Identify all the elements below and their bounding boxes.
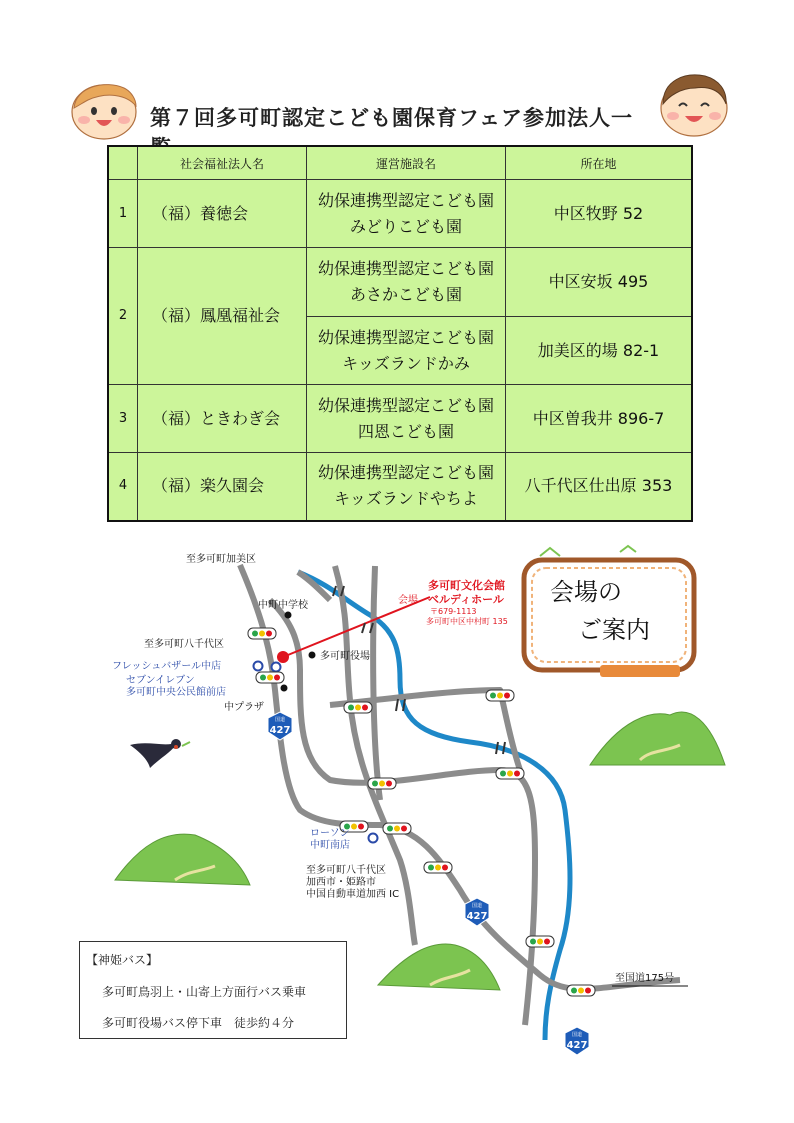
header-address: 所在地 xyxy=(506,146,693,180)
guide-title-1: 会場の xyxy=(550,578,622,606)
corp-name: （福）楽久園会 xyxy=(138,453,307,521)
hill-icon xyxy=(378,944,500,990)
traffic-light-icon xyxy=(567,985,595,996)
svg-text:427: 427 xyxy=(269,725,291,736)
fresh-bazaar-marker-icon xyxy=(254,662,263,671)
traffic-light-icon xyxy=(486,690,514,701)
traffic-light-icon xyxy=(424,862,452,873)
guide-frame xyxy=(524,546,694,677)
town-office-label: 多可町役場 xyxy=(320,651,370,662)
bus-info-box xyxy=(79,941,347,1039)
bridges xyxy=(333,586,505,754)
table-header-row xyxy=(108,146,692,180)
facility-name: 幼保連携型認定こども園 あさかこども園 xyxy=(307,248,506,317)
swallow-icon xyxy=(130,739,190,768)
bus-line-2: 多可町役場バス停下車 徒歩約４分 xyxy=(102,1016,295,1030)
venue-zip: 〒679-1113 xyxy=(430,607,477,616)
fresh-bazaar-label: フレッシュバザール中店 xyxy=(112,661,222,672)
table-row xyxy=(108,453,692,521)
table-row xyxy=(108,385,692,453)
lawson-marker-icon xyxy=(369,834,378,843)
corp-name: （福）鳳凰福祉会 xyxy=(138,248,307,385)
svg-text:国道: 国道 xyxy=(471,903,483,909)
facility-name: 幼保連携型認定こども園 四恩こども園 xyxy=(307,385,506,453)
row-number: 4 xyxy=(108,453,138,521)
traffic-light-icon xyxy=(368,778,396,789)
address: 中区曽我井 896-7 xyxy=(506,385,693,453)
svg-text:427: 427 xyxy=(466,911,488,922)
table-row xyxy=(108,248,692,317)
traffic-light-icon xyxy=(526,936,554,947)
seven-eleven-marker-icon xyxy=(272,663,281,672)
south-label-3: 中国自動車道加西 IC xyxy=(306,889,400,900)
naka-plaza-marker-icon xyxy=(281,685,288,692)
header-facility: 運営施設名 xyxy=(307,146,506,180)
child-face-right-icon xyxy=(655,70,733,140)
corp-name: （福）ときわぎ会 xyxy=(138,385,307,453)
participants-table xyxy=(107,145,693,522)
svg-text:427: 427 xyxy=(566,1040,588,1051)
header-num xyxy=(108,146,138,180)
traffic-light-icon xyxy=(256,672,284,683)
header-corp: 社会福祉法人名 xyxy=(138,146,307,180)
venue-marker-icon xyxy=(277,651,289,663)
address: 加美区的場 82-1 xyxy=(506,317,693,385)
to-yachiyo-top-label: 至多可町八千代区 xyxy=(144,639,224,650)
page-title: 第７回多可町認定こども園保育フェア参加法人一 xyxy=(150,106,633,130)
lawson-label: ローソン xyxy=(310,828,350,839)
facility-name: 幼保連携型認定こども園 みどりこども園 xyxy=(307,180,506,248)
address: 中区牧野 52 xyxy=(506,180,693,248)
naka-plaza-label: 中プラザ xyxy=(224,702,264,713)
traffic-light-icon xyxy=(496,768,524,779)
hill-icon xyxy=(115,834,250,885)
guide-title-2: ご案内 xyxy=(578,616,650,644)
hill-icon xyxy=(590,712,725,765)
child-face-left-icon xyxy=(66,78,142,142)
route-427-shield-icon xyxy=(268,712,292,740)
lawson-branch-label: 中町南店 xyxy=(310,840,350,851)
traffic-light-icon xyxy=(248,628,276,639)
address: 八千代区仕出原 353 xyxy=(506,453,693,521)
seven-eleven-branch-label: 多可町中央公民館前店 xyxy=(126,687,226,698)
row-number: 2 xyxy=(108,248,138,385)
venue-name-2: ベルディホール xyxy=(428,593,504,606)
traffic-light-icon xyxy=(344,702,372,713)
table-row xyxy=(108,180,692,248)
traffic-light-icon xyxy=(383,823,411,834)
to-kami-label: 至多可町加美区 xyxy=(186,554,256,565)
row-number: 3 xyxy=(108,385,138,453)
venue-address: 多可町中区中村町 135 xyxy=(426,617,508,626)
venue-name-1: 多可町文化会館 xyxy=(428,579,505,592)
junior-high-marker-icon xyxy=(285,612,292,619)
facility-name: 幼保連携型認定こども園 キッズランドやちよ xyxy=(307,453,506,521)
south-label-1: 至多可町八千代区 xyxy=(306,865,386,876)
venue-label: 会場 xyxy=(398,595,418,606)
south-label-2: 加西市・姫路市 xyxy=(306,877,376,888)
seven-eleven-label: セブンイレブン xyxy=(126,675,195,686)
bus-title: 【神姫バス】 xyxy=(86,953,159,967)
to-route175-label: 至国道175号 xyxy=(615,973,675,984)
route-427-shield-icon xyxy=(565,1027,589,1055)
facility-name: 幼保連携型認定こども園 キッズランドかみ xyxy=(307,317,506,385)
route-427-shield-icon xyxy=(465,898,489,926)
row-number: 1 xyxy=(108,180,138,248)
svg-text:国道: 国道 xyxy=(274,717,286,723)
svg-text:国道: 国道 xyxy=(571,1032,583,1038)
bus-line-1: 多可町鳥羽上・山寄上方面行バス乗車 xyxy=(102,985,307,999)
corp-name: （福）養徳会 xyxy=(138,180,307,248)
town-office-marker-icon xyxy=(309,652,316,659)
address: 中区安坂 495 xyxy=(506,248,693,317)
junior-high-label: 中町中学校 xyxy=(258,600,308,611)
